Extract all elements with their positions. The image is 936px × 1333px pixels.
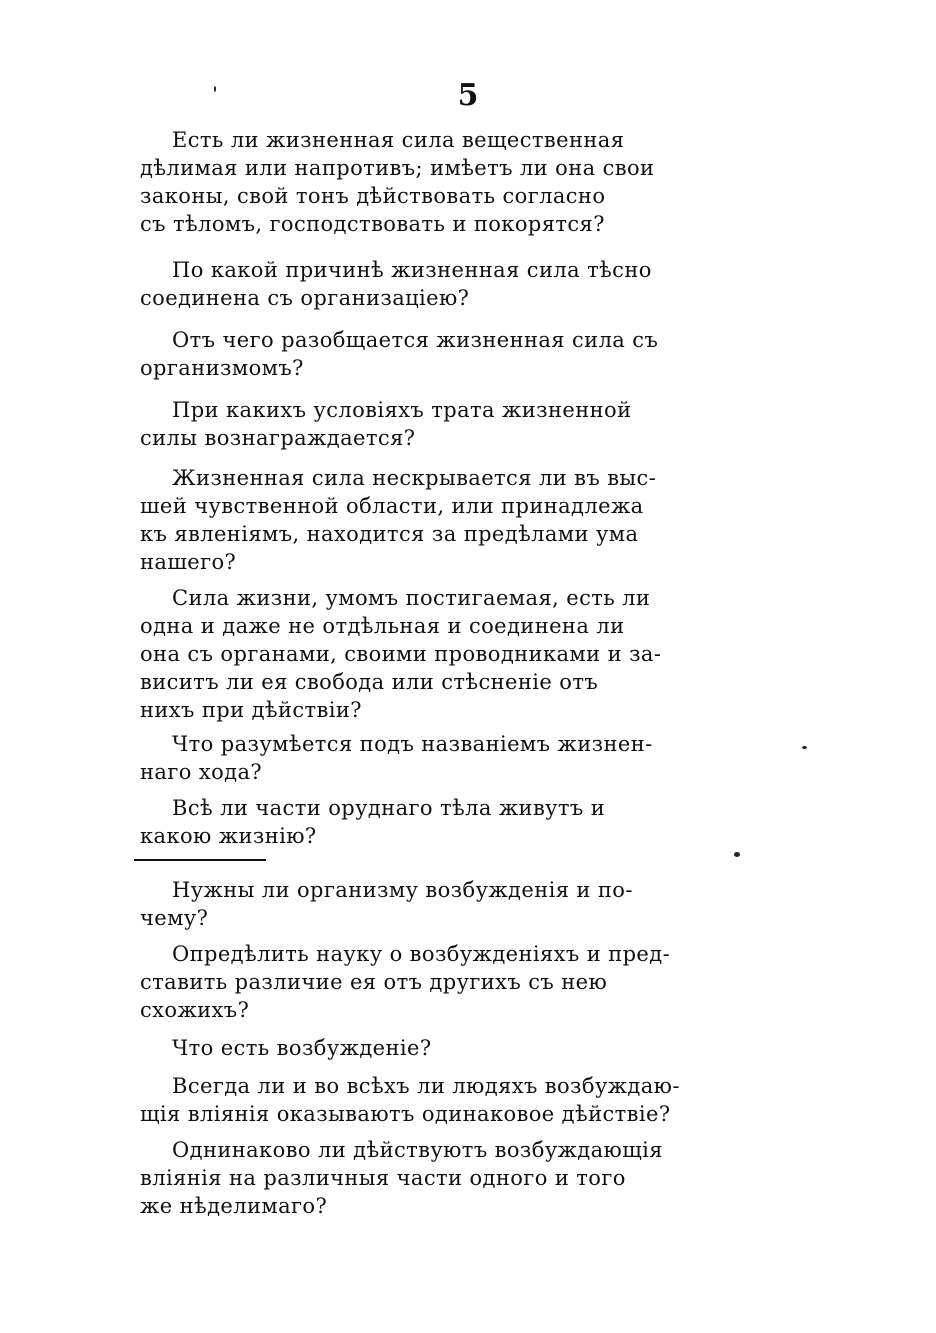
text-line: же нѣделимаго? [140, 1194, 328, 1218]
section-divider [134, 859, 266, 861]
text-line: Нужны ли организму возбужденiя и по- [172, 878, 633, 902]
text-line: къ явленiямъ, находится за предѣлами ума [140, 522, 639, 546]
scan-speck [734, 852, 740, 857]
question-paragraph [140, 1072, 820, 1128]
page-number: 5 [457, 78, 479, 113]
question-paragraph [140, 1136, 820, 1220]
text-line: одна и даже не отдѣльная и соединена ли [140, 614, 625, 638]
text-line: Сила жизни, умомъ постигаемая, есть ли [172, 586, 651, 610]
text-line: дѣлимая или напротивъ; имѣетъ ли она свои [140, 156, 655, 180]
text-line: нашего? [140, 550, 237, 574]
text-line: наго хода? [140, 760, 263, 784]
text-line: шей чувственной области, или принадлежа [140, 494, 644, 518]
question-paragraph [140, 464, 820, 576]
scan-speck [214, 86, 216, 92]
text-line: съ тѣломъ, господствовать и покорятся? [140, 212, 605, 236]
text-line: организмомъ? [140, 356, 304, 380]
text-line: По какой причинѣ жизненная сила тѣсно [172, 258, 652, 282]
text-line: Всѣ ли части оруднаго тѣла живутъ и [172, 796, 606, 820]
text-line: щiя влiянiя оказываютъ одинаковое дѣйствiе? [140, 1102, 671, 1126]
question-paragraph [140, 794, 820, 850]
text-line: ставить различие ея отъ другихъ съ нею [140, 970, 608, 994]
scan-speck [802, 746, 807, 749]
question-paragraph [140, 584, 820, 724]
text-line: какою жизнiю? [140, 824, 317, 848]
text-line: Опредѣлить науку о возбужденiяхъ и пред- [172, 942, 671, 966]
question-paragraph [140, 1034, 820, 1062]
text-line: чему? [140, 906, 209, 930]
text-line: нихъ при дѣйствiи? [140, 698, 362, 722]
text-line: Жизненная сила нескрывается ли въ выс- [172, 466, 657, 490]
text-line: законы, свой тонъ дѣйствовать согласно [140, 184, 606, 208]
question-paragraph [140, 730, 820, 786]
question-paragraph [140, 876, 820, 932]
text-line: Что разумѣется подъ названiемъ жизнен- [172, 732, 653, 756]
text-line: Отъ чего разобщается жизненная сила съ [172, 328, 659, 352]
text-line: она съ органами, своими проводниками и за- [140, 642, 662, 666]
text-line: влiянiя на различныя части одного и того [140, 1166, 626, 1190]
text-line: виситъ ли ея свобода или стѣсненiе отъ [140, 670, 599, 694]
question-paragraph [140, 126, 820, 238]
question-paragraph [140, 396, 820, 452]
question-paragraph [140, 940, 820, 1024]
question-paragraph [140, 256, 820, 312]
text-line: Что есть возбужденiе? [172, 1036, 432, 1060]
question-paragraph [140, 326, 820, 382]
text-line: При какихъ условiяхъ трата жизненной [172, 398, 632, 422]
text-line: Однинаково ли дѣйствуютъ возбуждающiя [172, 1138, 663, 1162]
text-line: Всегда ли и во всѣхъ ли людяхъ возбуждаю- [172, 1074, 680, 1098]
text-line: Есть ли жизненная сила вещественная [172, 128, 625, 152]
text-line: соединена съ организацiею? [140, 286, 470, 310]
text-line: силы вознаграждается? [140, 426, 416, 450]
text-line: схожихъ? [140, 998, 250, 1022]
